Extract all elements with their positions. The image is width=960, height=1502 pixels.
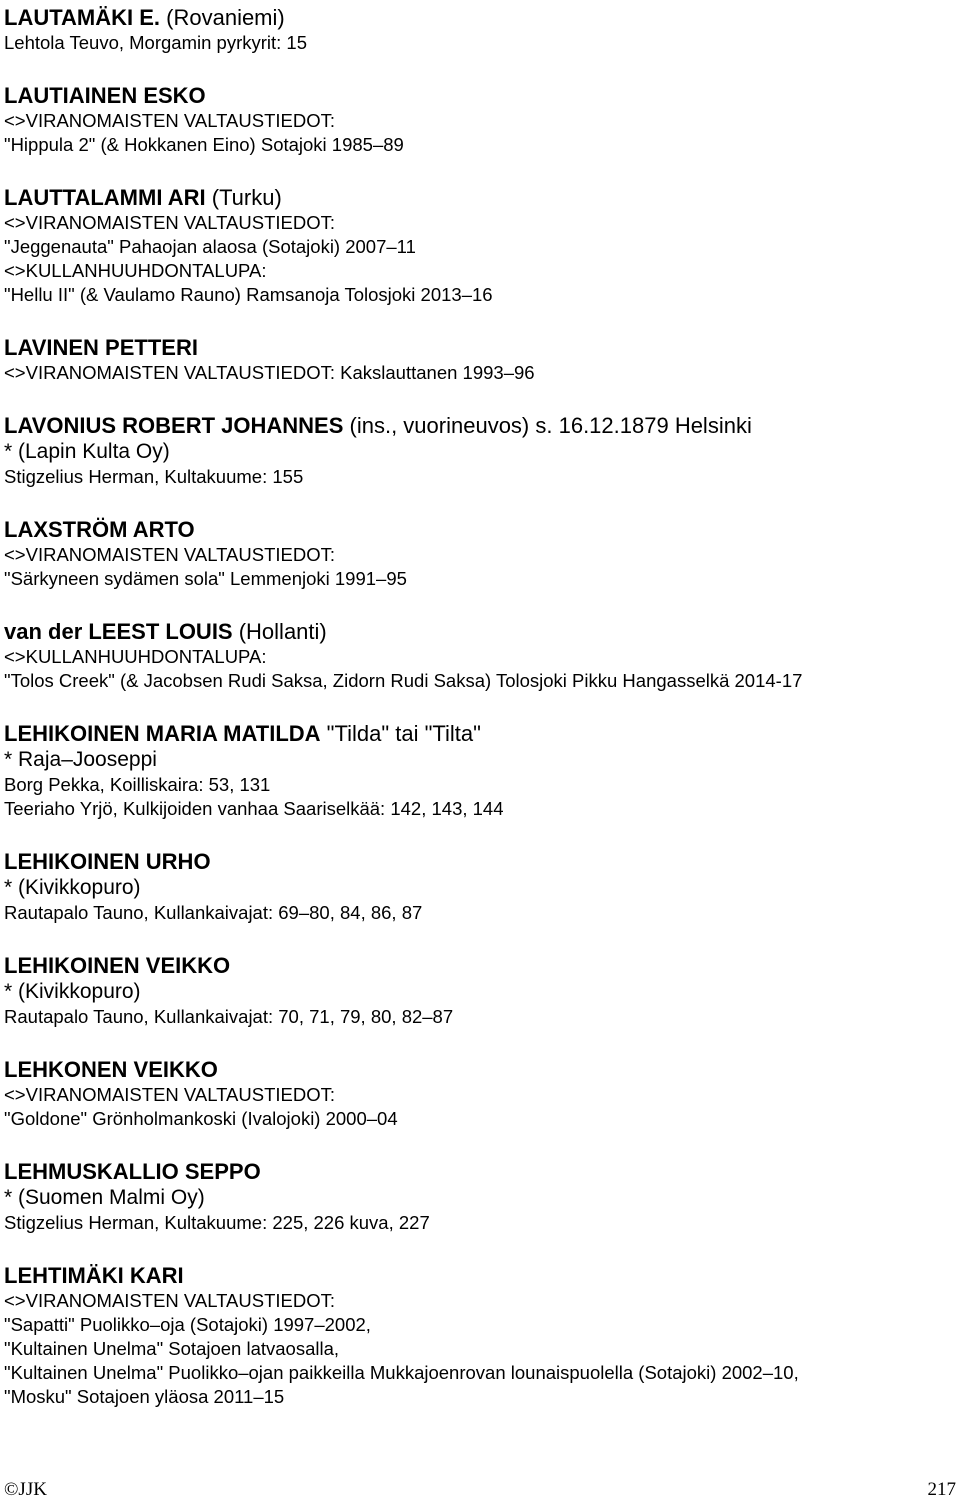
entry-line: <>KULLANHUUHDONTALUPA:	[4, 260, 267, 281]
entry-line: Rautapalo Tauno, Kullankaivajat: 70, 71, 79, 80, 82–87	[4, 1006, 454, 1027]
entry-line: <>VIRANOMAISTEN VALTAUSTIEDOT:	[4, 544, 336, 565]
entry-name: LAVONIUS ROBERT JOHANNES	[4, 413, 344, 438]
entry-line: "Jeggenauta" Pahaojan alaosa (Sotajoki) 2007–11	[4, 236, 416, 257]
entry	[4, 82, 954, 157]
entry-name: LAVINEN PETTERI	[4, 335, 198, 360]
entry	[4, 516, 954, 591]
entry-line: "Hippula 2" (& Hokkanen Eino) Sotajoki 1985–89	[4, 134, 404, 155]
entry-heading	[4, 720, 954, 747]
entry	[4, 618, 954, 693]
entry-heading	[4, 516, 954, 543]
entry-name: van der LEEST LOUIS	[4, 619, 233, 644]
entry-line: <>VIRANOMAISTEN VALTAUSTIEDOT:	[4, 1084, 336, 1105]
entry	[4, 1056, 954, 1131]
entry-line: Rautapalo Tauno, Kullankaivajat: 69–80, 84, 86, 87	[4, 902, 423, 923]
entry-name: LAUTIAINEN ESKO	[4, 83, 206, 108]
entry-line: "Tolos Creek" (& Jacobsen Rudi Saksa, Zidorn Rudi Saksa) Tolosjoki Pikku Hangasselkä 2014-17	[4, 670, 803, 691]
page-number: 217	[927, 1479, 956, 1500]
entry	[4, 952, 954, 1029]
entry-suffix: (Rovaniemi)	[160, 5, 285, 30]
entry-name: LEHIKOINEN MARIA MATILDA	[4, 721, 321, 746]
entry-suffix: "Tilda" tai "Tilta"	[320, 721, 481, 746]
entry-name: LAUTAMÄKI E.	[4, 5, 161, 30]
entry	[4, 1158, 954, 1235]
entry-line: Stigzelius Herman, Kultakuume: 225, 226 kuva, 227	[4, 1212, 430, 1233]
entry	[4, 1262, 954, 1409]
entry-line: "Goldone" Grönholmankoski (Ivalojoki) 2000–04	[4, 1108, 398, 1129]
entry-line: "Sapatti" Puolikko–oja (Sotajoki) 1997–2002,	[4, 1314, 371, 1335]
copyright-text: ©JJK	[4, 1479, 47, 1500]
entry-line: <>VIRANOMAISTEN VALTAUSTIEDOT:	[4, 110, 336, 131]
entry-line: "Hellu II" (& Vaulamo Rauno) Ramsanoja Tolosjoki 2013–16	[4, 284, 493, 305]
entry-line: "Mosku" Sotajoen yläosa 2011–15	[4, 1386, 285, 1407]
entry-heading	[4, 4, 954, 31]
entry	[4, 720, 954, 821]
entry	[4, 848, 954, 925]
entry-heading	[4, 1056, 954, 1083]
entry-line: "Särkyneen sydämen sola" Lemmenjoki 1991–95	[4, 568, 407, 589]
entry-line: <>VIRANOMAISTEN VALTAUSTIEDOT: Kakslauttanen 1993–96	[4, 362, 535, 383]
entry-heading	[4, 334, 954, 361]
entry-line: * (Kivikkopuro)	[4, 980, 141, 1003]
entry-name: LEHKONEN VEIKKO	[4, 1057, 218, 1082]
entry	[4, 334, 954, 385]
entry-line: Lehtola Teuvo, Morgamin pyrkyrit: 15	[4, 32, 308, 53]
entry	[4, 184, 954, 307]
entry-list	[4, 4, 954, 1409]
entry-suffix: (Turku)	[205, 185, 282, 210]
entry-line: "Kultainen Unelma" Sotajoen latvaosalla,	[4, 1338, 340, 1359]
entry-name: LAUTTALAMMI ARI	[4, 185, 206, 210]
entry-line: Borg Pekka, Koilliskaira: 53, 131	[4, 774, 271, 795]
entry-suffix: (Hollanti)	[232, 619, 327, 644]
entry-name: LEHTIMÄKI KARI	[4, 1263, 184, 1288]
entry-line: "Kultainen Unelma" Puolikko–ojan paikkeilla Mukkajoenrovan lounaispuolella (Sotajoki) 2002–10,	[4, 1362, 799, 1383]
entry-heading	[4, 1158, 954, 1185]
entry-line: <>KULLANHUUHDONTALUPA:	[4, 646, 267, 667]
entry-heading	[4, 848, 954, 875]
entry-name: LEHIKOINEN URHO	[4, 849, 211, 874]
entry-suffix: (ins., vuorineuvos) s. 16.12.1879 Helsinki	[343, 413, 752, 438]
entry-name: LEHMUSKALLIO SEPPO	[4, 1159, 261, 1184]
entry-line: * (Suomen Malmi Oy)	[4, 1186, 205, 1209]
document-page	[4, 4, 954, 1409]
entry-heading	[4, 82, 954, 109]
entry-name: LEHIKOINEN VEIKKO	[4, 953, 231, 978]
entry-heading	[4, 184, 954, 211]
entry	[4, 4, 954, 55]
entry-line: Stigzelius Herman, Kultakuume: 155	[4, 466, 304, 487]
entry-name: LAXSTRÖM ARTO	[4, 517, 195, 542]
entry-heading	[4, 412, 954, 439]
entry-line: <>VIRANOMAISTEN VALTAUSTIEDOT:	[4, 212, 336, 233]
entry-heading	[4, 618, 954, 645]
entry-line: * Raja–Jooseppi	[4, 748, 157, 771]
entry-line: <>VIRANOMAISTEN VALTAUSTIEDOT:	[4, 1290, 336, 1311]
entry-heading	[4, 952, 954, 979]
entry-heading	[4, 1262, 954, 1289]
entry-line: * (Kivikkopuro)	[4, 876, 141, 899]
entry-line: * (Lapin Kulta Oy)	[4, 440, 170, 463]
entry-line: Teeriaho Yrjö, Kulkijoiden vanhaa Saariselkää: 142, 143, 144	[4, 798, 504, 819]
entry	[4, 412, 954, 489]
